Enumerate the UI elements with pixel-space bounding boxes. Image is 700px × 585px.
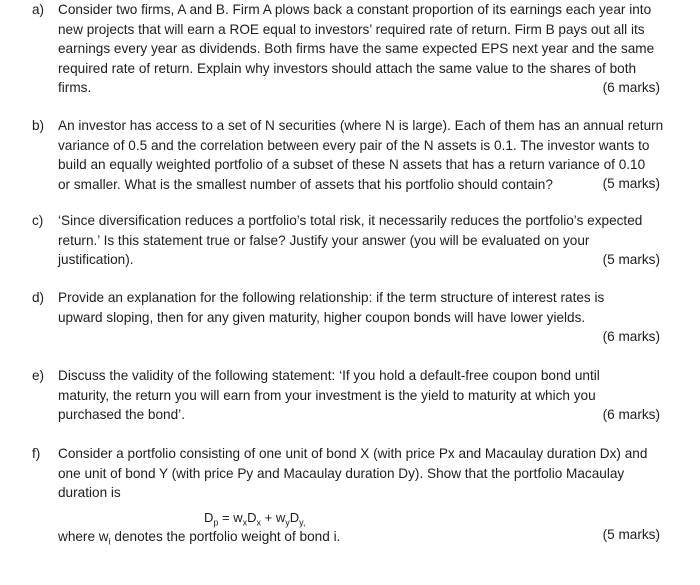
question-label: f) [32,446,41,461]
text-line: return.’ Is this statement true or false? Justify your answer (you will be evaluated on your [58,232,590,248]
text-line: where $w_i$ denotes the portfolio weight of bond i. [58,529,341,547]
text-line: one unit of bond Y (with price Py and Macaulay duration Dy). Show that the portfolio Macaulay [58,465,625,481]
text-line: justification). [58,252,134,267]
marks-label: (6 marks) [602,407,660,422]
text-line: An investor has access to a set of N securities (where N is large). Each of them has an annual return [58,118,664,133]
text-line: Discuss the validity of the following statement: ‘If you hold a default-free coupon bond until [58,368,600,383]
question-label: e) [32,368,45,383]
text-line: Consider two firms, A and B. Firm A plows back a constant proportion of its earnings each year into [58,2,652,17]
text-line: build an equally weighted portfolio of a subset of these N assets that has a return variance of 0.10 [58,157,646,172]
text-line: firms. [58,80,92,95]
duration-formula: $D_p = w_xD_x + w_yD_{y,}$ [204,509,306,528]
question-label: c) [32,213,44,228]
question-label: d) [32,290,45,305]
text-line: ‘Since diversification reduces a portfolio’s total risk, it necessarily reduces the portfolio’s expected [58,213,643,228]
question-text [58,0,654,98]
text-line: or smaller. What is the smallest number of assets that his portfolio should contain? [58,176,553,192]
text-line: new projects that will earn a ROE equal to investors’ required rate of return. Firm B pays out all its [58,21,645,37]
question-text [58,444,654,547]
text-line: purchased the bond’. [58,407,185,422]
question-label: b) [32,118,45,133]
text-line: required rate of return. Explain why investors should attach the same value to the shares of both [58,60,637,76]
text-line: maturity, the return you will earn from your investment is the yield to maturity at which you [58,387,596,403]
text-line: upward sloping, then for any given maturity, higher coupon bonds will have lower yields. [58,309,586,325]
text-line: duration is [58,485,121,500]
text-line: earnings every year as dividends. Both firms have the same expected EPS next year and the same [58,41,655,56]
text-line: Provide an explanation for the following relationship: if the term structure of interest rates is [58,290,605,305]
question-text [58,288,654,327]
question-text [58,116,664,194]
text-line: variance of 0.5 and the correlation between every pair of the N assets is 0.1. The investor wants to [58,137,650,153]
question-text [58,211,654,270]
question-label: a) [32,2,45,17]
marks-label: (5 marks) [602,527,660,542]
marks-label: (5 marks) [602,176,660,191]
text-line: Consider a portfolio consisting of one unit of bond X (with price Px and Macaulay duration Dx) and [58,446,648,461]
marks-label: (5 marks) [602,252,660,267]
marks-label: (6 marks) [602,80,660,95]
marks-label: (6 marks) [602,329,660,344]
question-text [58,366,654,425]
